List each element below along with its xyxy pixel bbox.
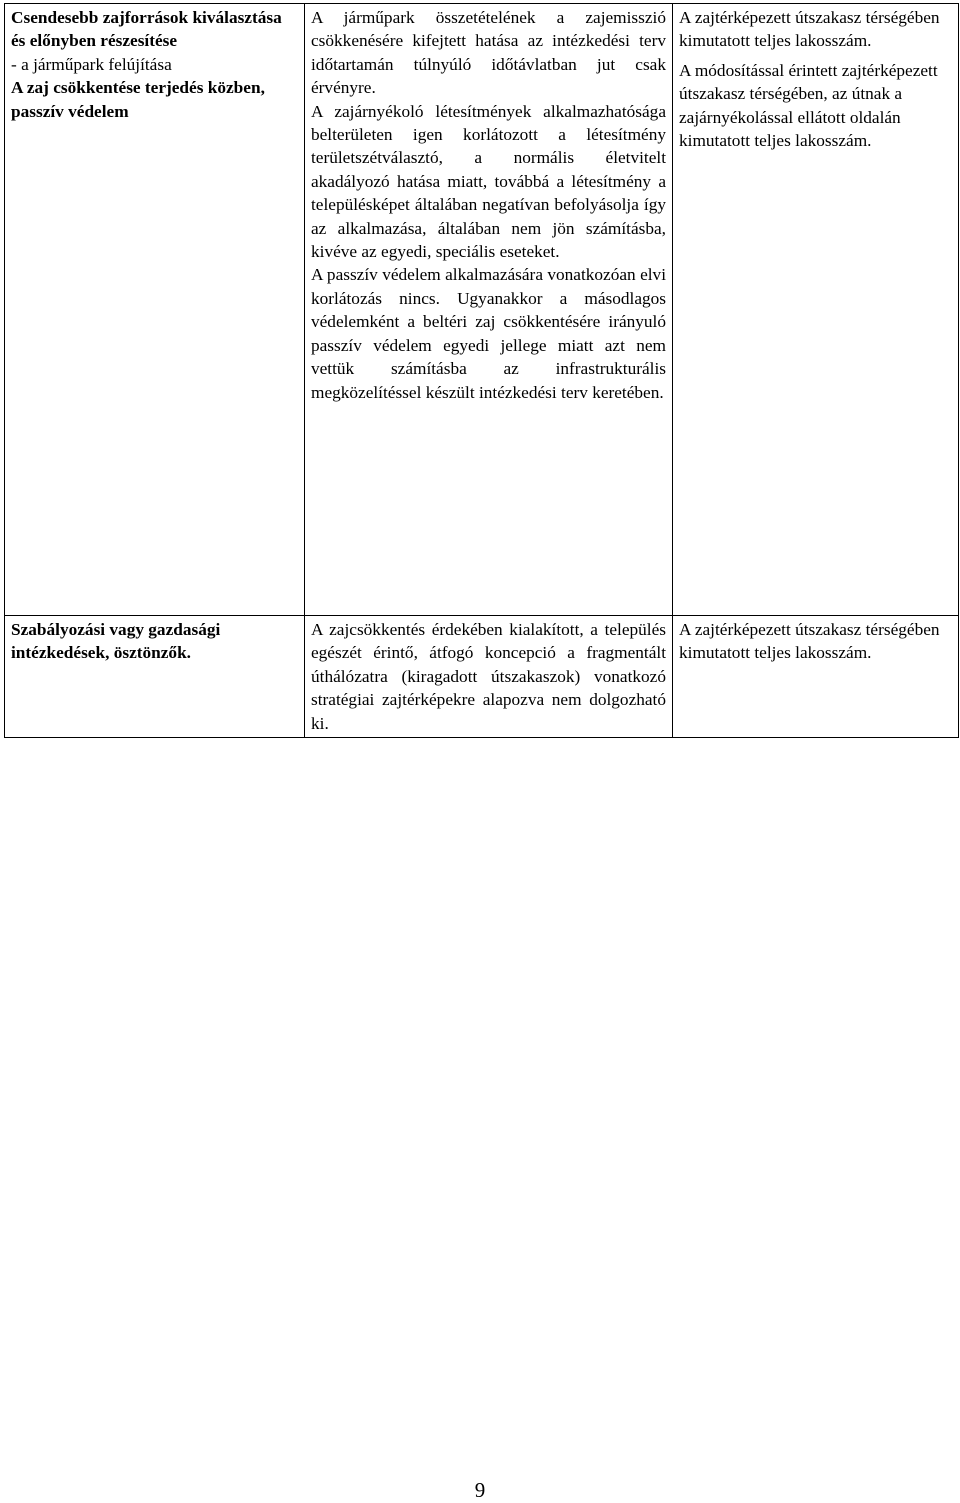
measure-cell [5, 616, 305, 738]
measure-subitem: - a járműpark felújítása [11, 54, 172, 74]
assessment-paragraph: A passzív védelem alkalmazására vonatkozóan elvi korlátozás nincs. Ugyanakkor a másodlagos védelemként a beltéri zaj csökkentésére irányuló passzív védelem egyedi jellege miatt azt nem vettük számításba az infrastrukturális megközelítéssel készült intézkedési terv keretében. [311, 265, 666, 402]
assessment-paragraph: A járműpark összetételének a zajemisszió csökkenésére kifejtett hatása az intézkedési terv időtartamán túlnyúló időtávlatban jut csak érvényre. [311, 8, 666, 98]
population-cell [673, 616, 959, 738]
population-paragraph: A módosítással érintett zajtérképezett útszakasz térségében, az útnak a zajárnyékolással ellátott oldalán kimutatott teljes lakosszám. [679, 60, 938, 151]
population-cell [673, 4, 959, 616]
table-row [5, 616, 959, 738]
population-paragraph: A zajtérképezett útszakasz térségében kimutatott teljes lakosszám. [679, 8, 940, 51]
table-row [5, 4, 959, 616]
measure-cell [5, 4, 305, 616]
measure-title: Csendesebb zajforrások kiválasztása és előnyben részesítése [11, 8, 282, 51]
measure-title: Szabályozási vagy gazdasági intézkedések, ösztönzők. [11, 620, 221, 663]
assessment-cell [305, 616, 673, 738]
population-paragraph: A zajtérképezett útszakasz térségében kimutatott teljes lakosszám. [679, 620, 940, 663]
page-number: 9 [474, 1478, 486, 1502]
assessment-paragraph: A zajcsökkentés érdekében kialakított, a település egészét érintő, átfogó koncepció a fragmentált úthálózatra (kiragadott útszakaszok) vonatkozó stratégiai zajtérképekre alapozva nem dolgozható ki. [311, 620, 666, 733]
assessment-paragraph: A zajárnyékoló létesítmények alkalmazhatósága belterületen igen korlátozott a létesítmény területszétválasztó, a normális életvitelt akadályozó hatása miatt, továbbá a létesítmény a településképet általában negatívan befolyásolja így az alkalmazása, általában nem jön számításba, kivéve az egyedi, speciális eseteket. [311, 101, 666, 262]
measure-title: A zaj csökkentése terjedés közben, passzív védelem [11, 78, 265, 121]
assessment-cell [305, 4, 673, 616]
measures-table [4, 3, 959, 738]
